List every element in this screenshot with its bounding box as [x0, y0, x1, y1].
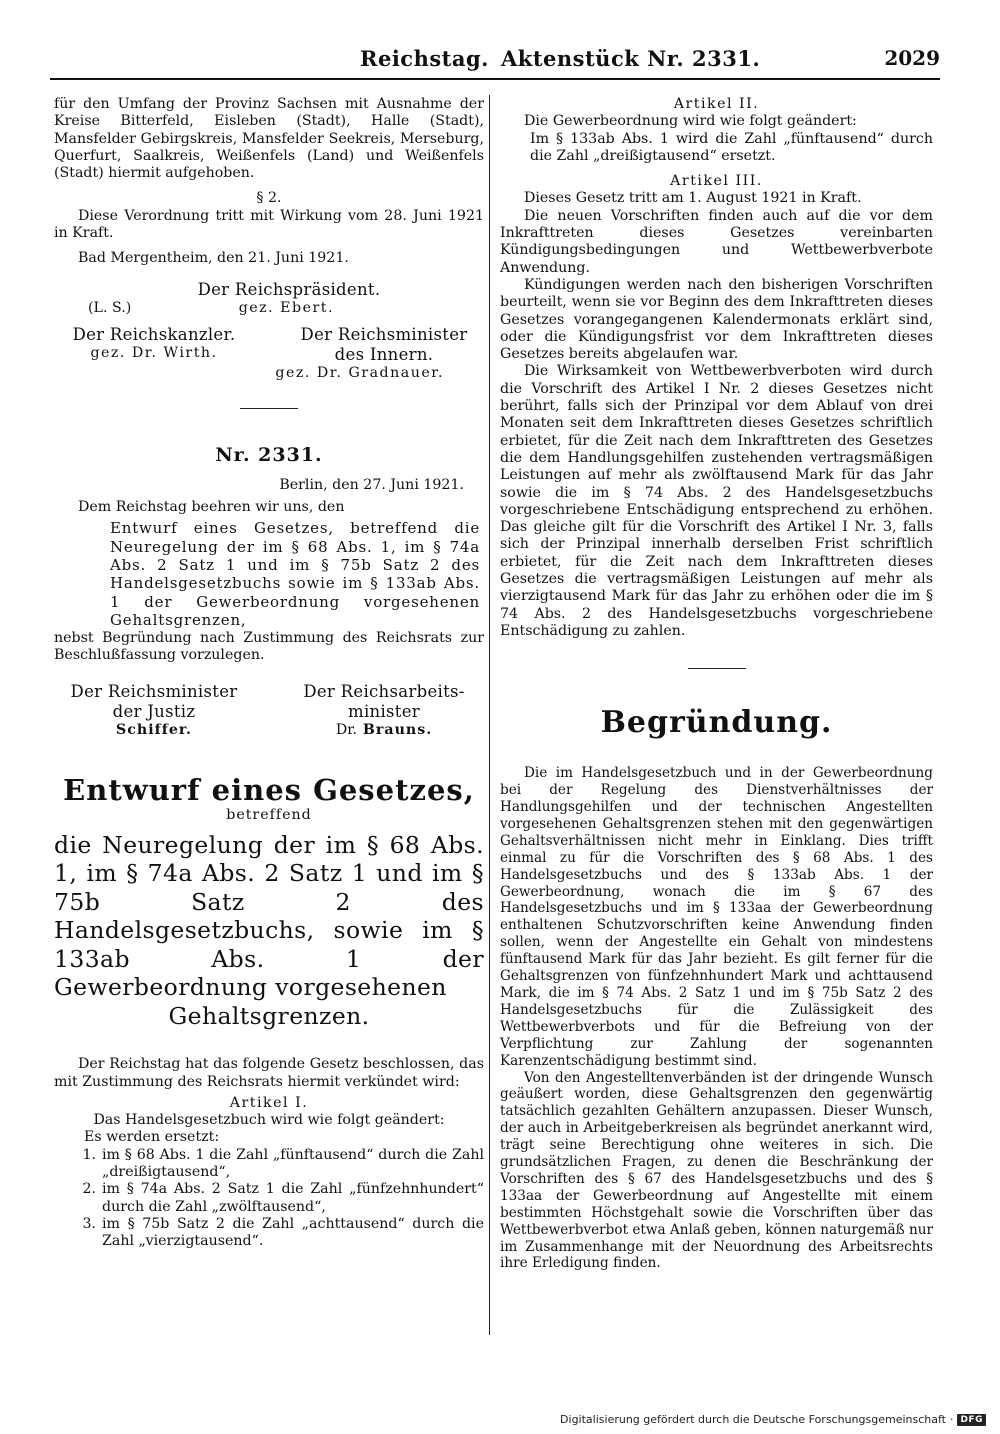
signature-justiz: [54, 682, 254, 739]
list-item-number: 1.: [82, 1146, 96, 1163]
begruendung-paragraph-2: Von den Angestelltenverbänden ist der dringende Wunsch geäußert worden, diese Gehaltsgrenzen den gegenwärtig tatsächlich gezahlten Gehältern anzupassen. Dieser Wunsch, der auch in Arbeitgeberkreisen als begründet anerkannt wird, trägt seine Berechtigung ohne weiteres in sich. Die grundsätzlichen Fragen, zu denen die Beschränkung der Vorschriften des § 67 des Handelsgesetzbuchs und des § 133aa der Gewerbeordnung auf Angestellte mit einem bestimmten Höchstgehalt sowie die Vorschriften über das Wettbewerbverbot etwa Anlaß geben, können naturgemäß nur im Zusammenhange mit der Neuordnung des Arbeitsrechts ihre Erledigung finden.: [500, 1069, 934, 1272]
signature-praesident-title: Der Reichspräsident.: [197, 279, 381, 299]
signature-innern-title-1: Der Reichsminister: [300, 324, 468, 344]
right-column: [500, 96, 933, 1272]
betreffend-line: betreffend: [226, 807, 312, 824]
signature-wirth: gez. Dr. Wirth.: [90, 344, 218, 361]
paragraph-wirksamkeit: Die Wirksamkeit von Wettbewerbverboten wird durch die Vorschrift des Artikel I Nr. 2 dieses Gesetzes nicht berührt, falls sich der Prinzipal vor dem Ablauf von drei Monaten seit dem Inkrafttreten dieses Gesetzes schriftlich erbietet, für die Zeit nach dem Inkrafttreten des Gesetzes die dem Handlungsgehilfen zustehenden vertragsmäßigen Leistungen auf mehr als zwölftausend Mark für das Jahr sowie die im § 74 Abs. 2 des Handelsgesetzbuchs vorgeschriebene Entschädigung entsprechend zu erhöhen. Das gleiche gilt für die Vorschrift des Artikel I Nr. 3, falls sich der Prinzipal innerhalb derselben Frist schriftlich erbietet, für die Zeit nach dem Inkrafttreten dieses Gesetzes die vertragsmäßigen Leistungen auf mehr als vierzigtausend Mark für das Jahr zu erhöhen oder die im § 74 Abs. 2 des Handelsgesetzbuchs vorgeschriebene Entschädigung zu zahlen.: [500, 363, 933, 639]
signature-kanzler: [54, 325, 254, 365]
header-rule: [50, 78, 940, 80]
signature-innern: [284, 325, 484, 365]
paragraph-neue-vorschriften: Die neuen Vorschriften finden auch auf die vor dem Inkrafttreten dieses Gesetzes vereinbarten Kündigungsbedingungen und Wettbewerbverbote Anwendung.: [500, 207, 933, 276]
signature-ebert: gez. Ebert.: [238, 299, 334, 316]
page-number: 2029: [884, 46, 940, 70]
artikel-1-heading: Artikel I.: [229, 1094, 309, 1111]
law-title: [54, 831, 484, 1031]
running-title-middle: Aktenstück Nr. 2331.: [500, 46, 761, 71]
signature-gradnauer: gez. Dr. Gradnauer.: [275, 364, 444, 381]
begruendung-title: Begründung.: [600, 705, 833, 741]
footer-text: Digitalisierung gefördert durch die Deutsche Forschungsgemeinschaft: [560, 1413, 946, 1426]
artikel-2-heading: Artikel II.: [673, 96, 760, 112]
intro-line: Dem Reichstag beehren wir uns, den: [78, 498, 345, 515]
paragraph-provinz: für den Umfang der Provinz Sachsen mit Ausnahme der Kreise Bitterfeld, Eisleben (Stadt), Halle (Stadt), Mansfelder Gebirgskreis, Mansfelder Seekreis, Merseburg, Querfurt, Saalkreis, Weißenfels (Land) und Weißenfels (Stadt) hiermit aufgehoben.: [54, 96, 484, 182]
paragraph-kuendigungen: Kündigungen werden nach den bisherigen Vorschriften beurteilt, wenn sie vor Beginn des dem Inkrafttreten dieses Gesetzes vorangegangenen Kalendermonats erklärt sind, oder die Kündigungsfrist vor dem Inkrafttreten dieses Gesetzes bereits abgelaufen war.: [500, 276, 933, 363]
column-divider: [489, 95, 490, 1335]
dfg-logo-icon: DFG: [957, 1414, 986, 1426]
entwurf-title: Entwurf eines Gesetzes,: [63, 773, 475, 808]
signature-arbeit-title-2: minister: [348, 702, 420, 722]
artikel-3-heading: Artikel III.: [670, 173, 763, 190]
signature-schiffer: Schiffer.: [116, 722, 192, 739]
ersetzt-line: Es werden ersetzt:: [84, 1129, 220, 1146]
place-date-line: Bad Mergentheim, den 21. Juni 1921.: [78, 250, 349, 267]
page-header: [50, 44, 940, 84]
section-2-heading: § 2.: [256, 190, 282, 207]
signature-innern-title-2: des Innern.: [334, 344, 434, 364]
signature-brauns: [284, 722, 484, 739]
artikel-2-text: Die Gewerbeordnung wird wie folgt geändert:: [524, 113, 857, 130]
artikel-2-change: Im § 133ab Abs. 1 wird die Zahl „fünftausend“ durch die Zahl „dreißigtausend“ ersetzt.: [530, 130, 933, 164]
entwurf-quote: Entwurf eines Gesetzes, betreffend die Neuregelung der im § 68 Abs. 1, im § 74a Abs. 2 Satz 1 und im § 75b Satz 2 des Handelsgesetzbuchs sowie im § 133ab Abs. 1 der Gewerbeordnung vorgesehenen Gehaltsgrenzen,: [110, 519, 480, 630]
signature-bottom-row: [54, 682, 484, 739]
paragraph-verordnung: Diese Verordnung tritt mit Wirkung vom 28. Juni 1921 in Kraft.: [54, 207, 484, 242]
digitization-footer: [560, 1413, 986, 1426]
left-column: [54, 96, 484, 1251]
list-item: [54, 1181, 484, 1216]
footer-separator: ·: [949, 1413, 954, 1426]
signature-justiz-title-2: der Justiz: [112, 702, 196, 722]
running-title-left: Reichstag.: [360, 46, 489, 71]
running-title: [360, 46, 760, 71]
signature-justiz-title-1: Der Reichsminister: [70, 682, 238, 702]
list-item: [54, 1147, 484, 1182]
signature-minister-row: [54, 325, 484, 365]
document-number-heading: Nr. 2331.: [215, 444, 323, 467]
list-item-text: im § 74a Abs. 2 Satz 1 die Zahl „fünfzehnhundert“ durch die Zahl „zwölftausend“,: [102, 1181, 484, 1215]
list-item-text: im § 68 Abs. 1 die Zahl „fünftausend“ durch die Zahl „dreißigtausend“,: [102, 1146, 484, 1181]
signature-praesident-row: [54, 300, 484, 317]
list-item: [54, 1216, 484, 1251]
signature-kanzler-title: Der Reichskanzler.: [72, 324, 236, 344]
artikel-1-text: Das Handelsgesetzbuch wird wie folgt geändert:: [93, 1112, 445, 1129]
signature-arbeit: [284, 682, 484, 739]
list-item-text: im § 75b Satz 2 die Zahl „achttausend“ durch die Zahl „vierzigtausend“.: [102, 1215, 484, 1250]
list-item-number: 2.: [82, 1181, 96, 1198]
signature-brauns-prefix: Dr.: [335, 722, 357, 739]
law-title-main: die Neuregelung der im § 68 Abs. 1, im § 74a Abs. 2 Satz 1 und im § 75b Satz 2 des Handelsgesetzbuchs, sowie im § 133ab Abs. 1 der Gewerbeordnung vorgesehenen: [54, 830, 484, 1002]
signature-arbeit-title-1: Der Reichsarbeits-: [303, 682, 465, 702]
artikel-3-text: Dieses Gesetz tritt am 1. August 1921 in Kraft.: [524, 190, 862, 207]
begruendung-paragraph-1: Die im Handelsgesetzbuch und in der Gewerbeordnung bei der Regelung des Dienstverhältnisses der Handlungsgehilfen und der technischen Angestellten vorgesehenen Gehaltsgrenzen stehen mit den gegenwärtigen Gehaltsverhältnissen nicht mehr in Einklang. Dies trifft einmal zu für die Vorschriften des § 68 Abs. 1 des Handelsgesetzbuchs und des § 133ab Abs. 1 der Gewerbeordnung, wonach die im § 67 des Handelsgesetzbuchs und im § 133aa der Gewerbeordnung enthaltenen Schutzvorschriften keine Anwendung finden sollen, wenn der Angestellte ein Gehalt von mindestens fünftausend Mark für das Jahr bezieht. Es gilt ferner für die Gehaltsgrenzen von fünfzehnhundert Mark und achttausend Mark, die im § 74 Abs. 2 Satz 1 und im § 75b Satz 2 des Handelsgesetzbuchs für die Zulässigkeit des Wettbewerbverbots und für die Befreiung von der Verpflichtung zur Zahlung der sogenannten Karenzentschädigung bestimmt sind.: [500, 765, 933, 1069]
replacement-list: [54, 1147, 484, 1251]
law-title-last: Gehaltsgrenzen.: [168, 1001, 370, 1030]
beschluss-paragraph: Der Reichstag hat das folgende Gesetz beschlossen, das mit Zustimmung des Reichsrats hiermit verkündet wird:: [54, 1056, 484, 1090]
nebst-paragraph: nebst Begründung nach Zustimmung des Reichsrats zur Beschlußfassung vorzulegen.: [54, 629, 484, 663]
signature-brauns-name: Brauns.: [362, 722, 433, 739]
list-item-number: 3.: [82, 1215, 96, 1232]
berlin-dateline: Berlin, den 27. Juni 1921.: [279, 476, 464, 493]
seal-mark: (L. S.): [88, 299, 132, 316]
